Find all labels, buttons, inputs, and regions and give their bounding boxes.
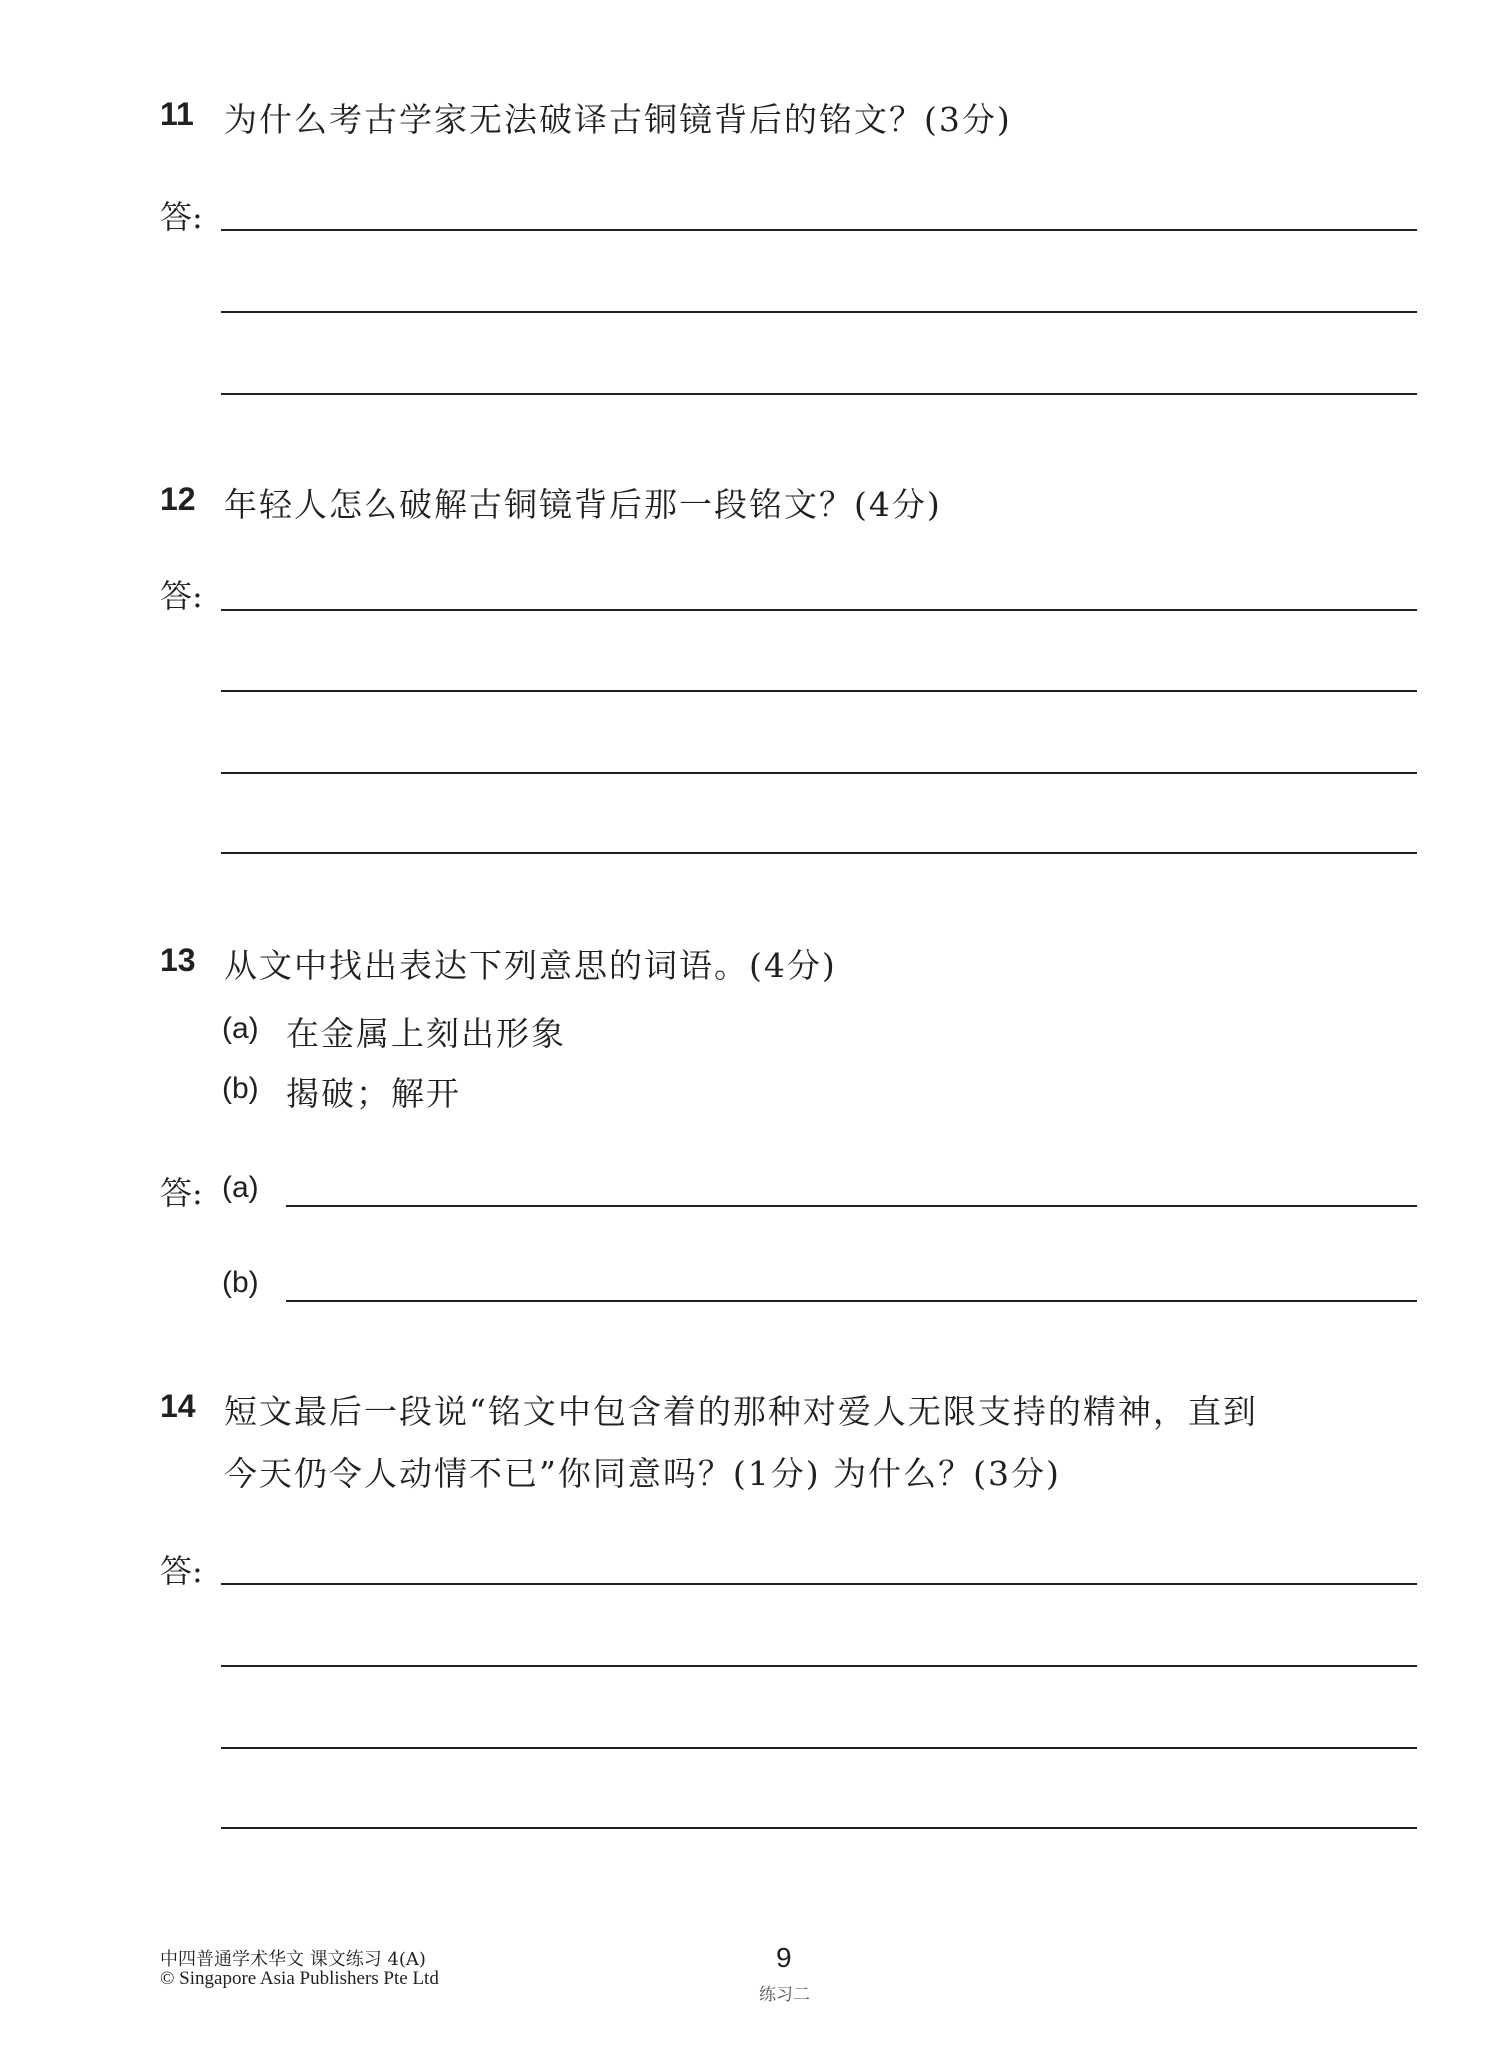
answer-line[interactable] bbox=[221, 1827, 1417, 1829]
answer-label: 答: bbox=[160, 1552, 203, 1590]
answer-line[interactable] bbox=[221, 1747, 1417, 1749]
question-14-text-line1: 短文最后一段说“铭文中包含着的那种对爱人无限支持的精神，直到 bbox=[224, 1392, 1258, 1431]
question-13-text: 从文中找出表达下列意思的词语。(4分) bbox=[224, 946, 837, 985]
question-11-number: 11 bbox=[160, 96, 194, 132]
question-14-number: 14 bbox=[160, 1388, 196, 1424]
answer-line[interactable] bbox=[221, 609, 1417, 611]
item-b-text: 揭破；解开 bbox=[286, 1074, 461, 1113]
answer-line[interactable] bbox=[221, 1665, 1417, 1667]
answer-line[interactable] bbox=[221, 311, 1417, 313]
footer-copyright: © Singapore Asia Publishers Pte Ltd bbox=[160, 1968, 439, 1989]
answer-label: 答: bbox=[160, 577, 203, 615]
question-12-number: 12 bbox=[160, 481, 196, 517]
answer-line[interactable] bbox=[221, 393, 1417, 395]
answer-line[interactable] bbox=[221, 229, 1417, 231]
answer-line[interactable] bbox=[221, 690, 1417, 692]
item-b-label: (b) bbox=[222, 1072, 259, 1105]
page-number: 9 bbox=[776, 1942, 792, 1973]
question-12-text: 年轻人怎么破解古铜镜背后那一段铭文？(4分) bbox=[224, 485, 942, 524]
question-11-text: 为什么考古学家无法破译古铜镜背后的铭文？(3分) bbox=[224, 100, 1012, 139]
footer-section: 练习二 bbox=[759, 1985, 810, 2005]
item-a-label: (a) bbox=[222, 1012, 259, 1045]
answer-label: 答: bbox=[160, 1174, 203, 1212]
answer-a-label: (a) bbox=[222, 1171, 259, 1204]
question-13-number: 13 bbox=[160, 942, 196, 978]
answer-line-a[interactable] bbox=[286, 1205, 1417, 1207]
item-a-text: 在金属上刻出形象 bbox=[286, 1014, 566, 1053]
question-14-text-line2: 今天仍令人动情不已”你同意吗？(1分) 为什么？(3分) bbox=[224, 1454, 1061, 1493]
footer-book-title: 中四普通学术华文 课文练习 4(A) bbox=[160, 1949, 426, 1970]
answer-label: 答: bbox=[160, 198, 203, 236]
answer-line-b[interactable] bbox=[286, 1300, 1417, 1302]
answer-line[interactable] bbox=[221, 772, 1417, 774]
answer-line[interactable] bbox=[221, 1583, 1417, 1585]
answer-line[interactable] bbox=[221, 852, 1417, 854]
answer-b-label: (b) bbox=[222, 1266, 259, 1299]
